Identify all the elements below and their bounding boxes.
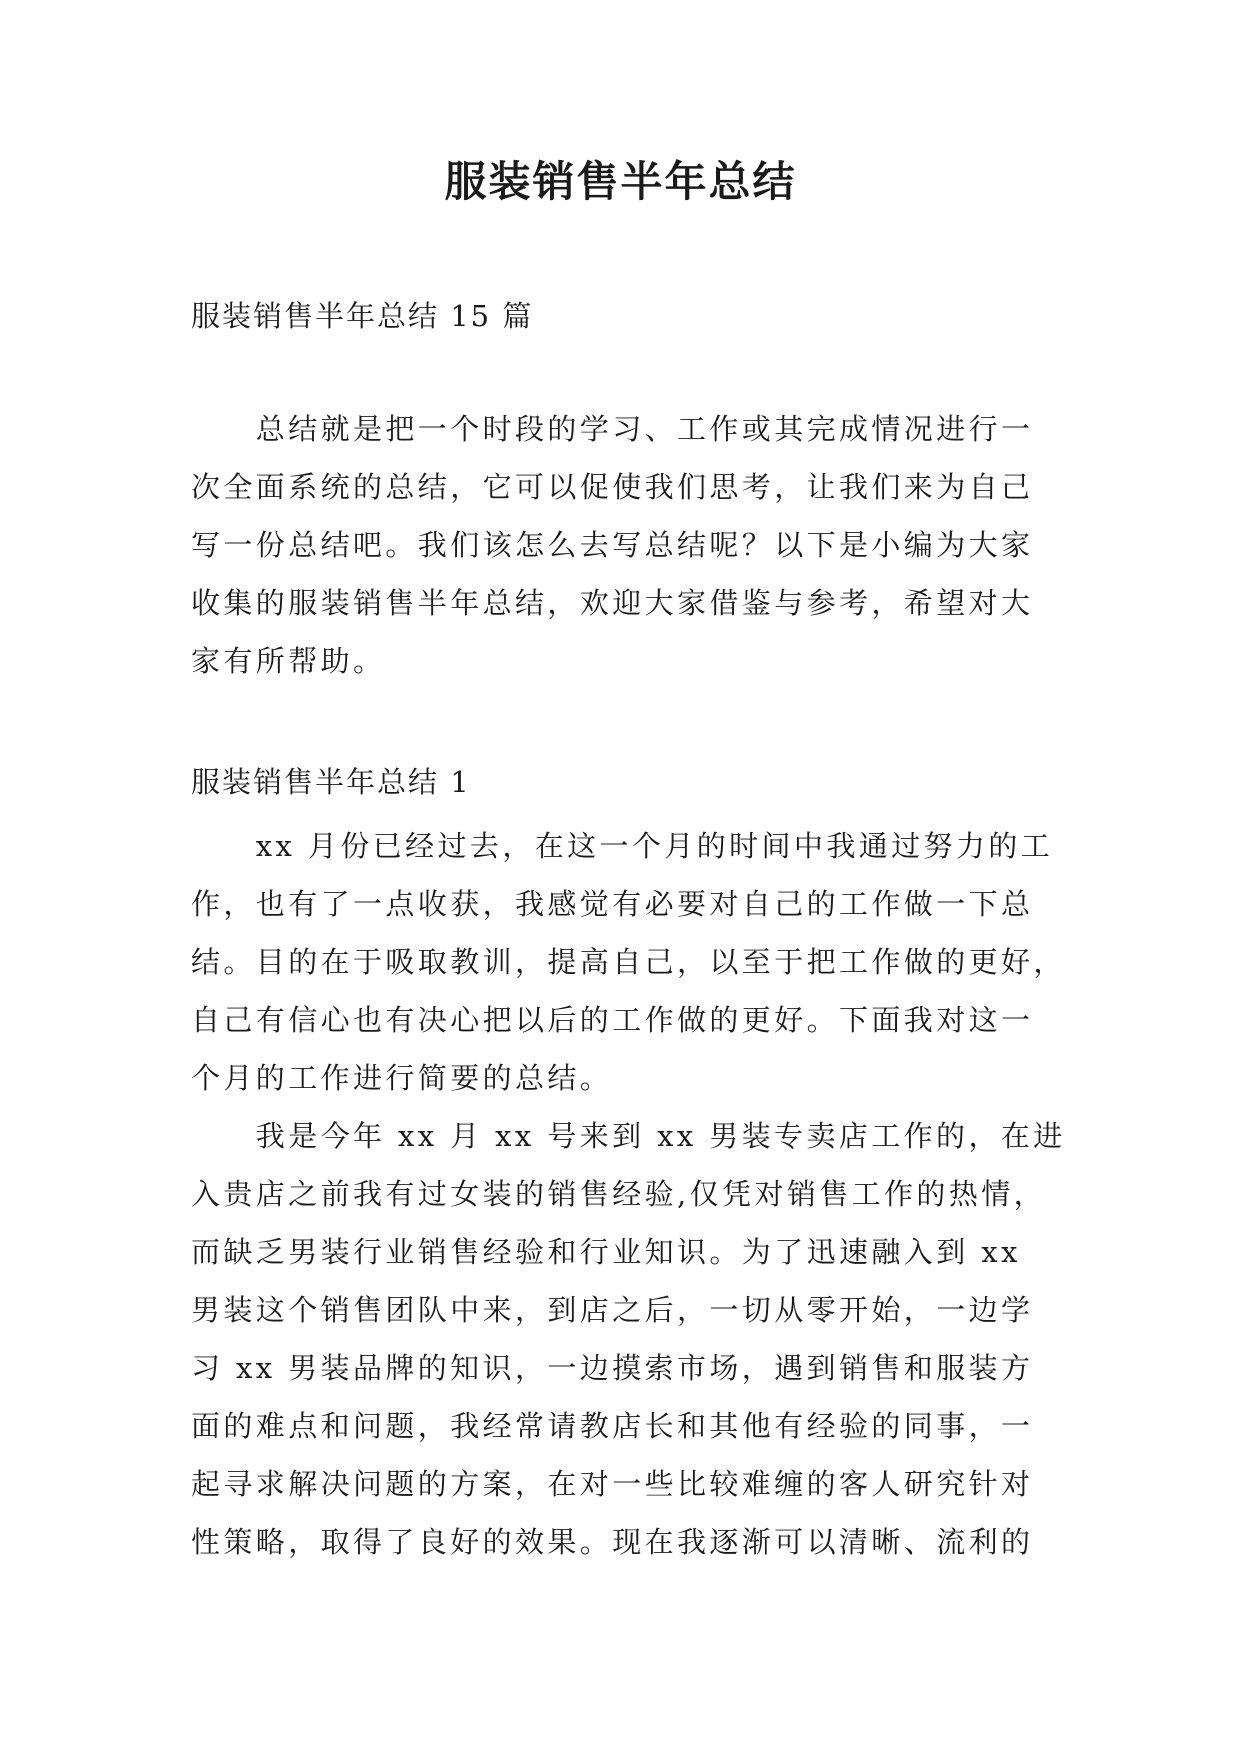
paragraph-line: 我是今年 xx 月 xx 号来到 xx 男装专卖店工作的，在进 [191, 1119, 1066, 1153]
paragraph-line: 作，也有了一点收获，我感觉有必要对自己的工作做一下总 [191, 887, 1034, 921]
paragraph-line: 面的难点和问题，我经常请教店长和其他有经验的同事，一 [191, 1409, 1034, 1443]
paragraph-line: 入贵店之前我有过女装的销售经验,仅凭对销售工作的热情， [191, 1177, 1047, 1211]
paragraph-line: 性策略，取得了良好的效果。现在我逐渐可以清晰、流利的 [191, 1525, 1034, 1559]
section-1-paragraph-2 [191, 1107, 1066, 1571]
document-title: 服装销售半年总结 [444, 157, 797, 206]
paragraph-line: 男装这个销售团队中来，到店之后，一切从零开始，一边学 [191, 1293, 1034, 1327]
paragraph-line: 总结就是把一个时段的学习、工作或其完成情况进行一 [191, 412, 1034, 446]
paragraph-line: 习 xx 男装品牌的知识，一边摸索市场，遇到销售和服装方 [191, 1351, 1034, 1385]
paragraph-line: 而缺乏男装行业销售经验和行业知识。为了迅速融入到 xx [191, 1235, 1021, 1269]
paragraph-line: 写一份总结吧。我们该怎么去写总结呢？以下是小编为大家 [191, 528, 1034, 562]
paragraph-line: 家有所帮助。 [191, 644, 386, 678]
paragraph-line: 结。目的在于吸取教训，提高自己，以至于把工作做的更好， [191, 945, 1066, 979]
paragraph-line: 次全面系统的总结，它可以促使我们思考，让我们来为自己 [191, 470, 1034, 504]
paragraph-line: xx 月份已经过去，在这一个月的时间中我通过努力的工 [191, 829, 1054, 863]
section-heading: 服装销售半年总结 1 [191, 765, 471, 799]
section-1-paragraph-1 [191, 817, 1066, 1107]
paragraph-line: 个月的工作进行简要的总结。 [191, 1061, 613, 1095]
paragraph-line: 收集的服装销售半年总结，欢迎大家借鉴与参考，希望对大 [191, 586, 1034, 620]
document-subtitle: 服装销售半年总结 15 篇 [191, 299, 534, 333]
paragraph-line: 自己有信心也有决心把以后的工作做的更好。下面我对这一 [191, 1003, 1034, 1037]
paragraph-line: 起寻求解决问题的方案，在对一些比较难缠的客人研究针对 [191, 1467, 1034, 1501]
intro-paragraph [191, 400, 1053, 690]
